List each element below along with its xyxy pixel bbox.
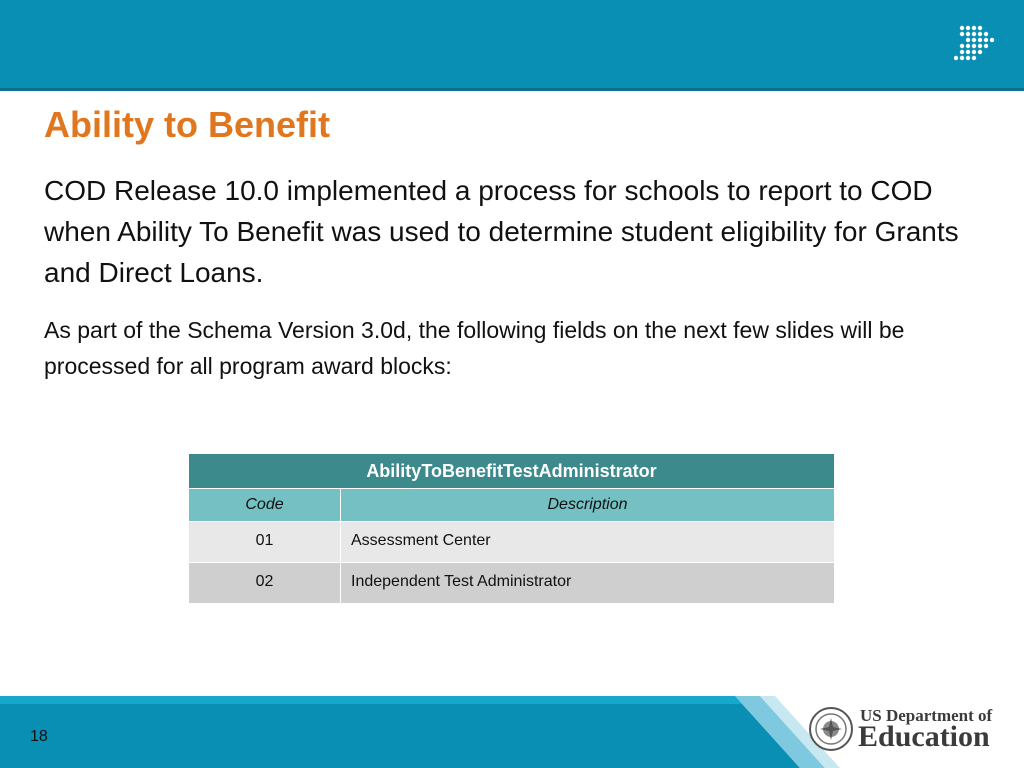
sub-paragraph: As part of the Schema Version 3.0d, the following fields on the next few slides will be processed for all program award blocks: — [44, 317, 905, 379]
logo-line-department: US Department of — [860, 706, 993, 725]
code-cell: 02 — [189, 563, 341, 604]
description-cell: Independent Test Administrator — [341, 563, 835, 604]
table-row — [189, 522, 835, 563]
header-bar — [0, 0, 1024, 91]
slide-title: Ability to Benefit — [44, 104, 330, 145]
department-logo — [808, 702, 1014, 760]
page-number: 18 — [30, 728, 48, 745]
lead-paragraph: COD Release 10.0 implemented a process for schools to report to COD when Ability To Benefit was used to determine student eligibility for Grants and Direct Loans. — [44, 175, 959, 288]
table-caption: AbilityToBenefitTestAdministrator — [189, 454, 835, 489]
column-header-code: Code — [189, 489, 341, 522]
description-cell: Assessment Center — [341, 522, 835, 563]
column-header-description: Description — [341, 489, 835, 522]
department-seal-icon — [808, 706, 854, 752]
ability-to-benefit-table — [188, 453, 835, 604]
code-cell: 01 — [189, 522, 341, 563]
table-row — [189, 563, 835, 604]
dot-grid-logo-icon — [954, 24, 998, 64]
logo-line-education: Education — [858, 720, 990, 753]
